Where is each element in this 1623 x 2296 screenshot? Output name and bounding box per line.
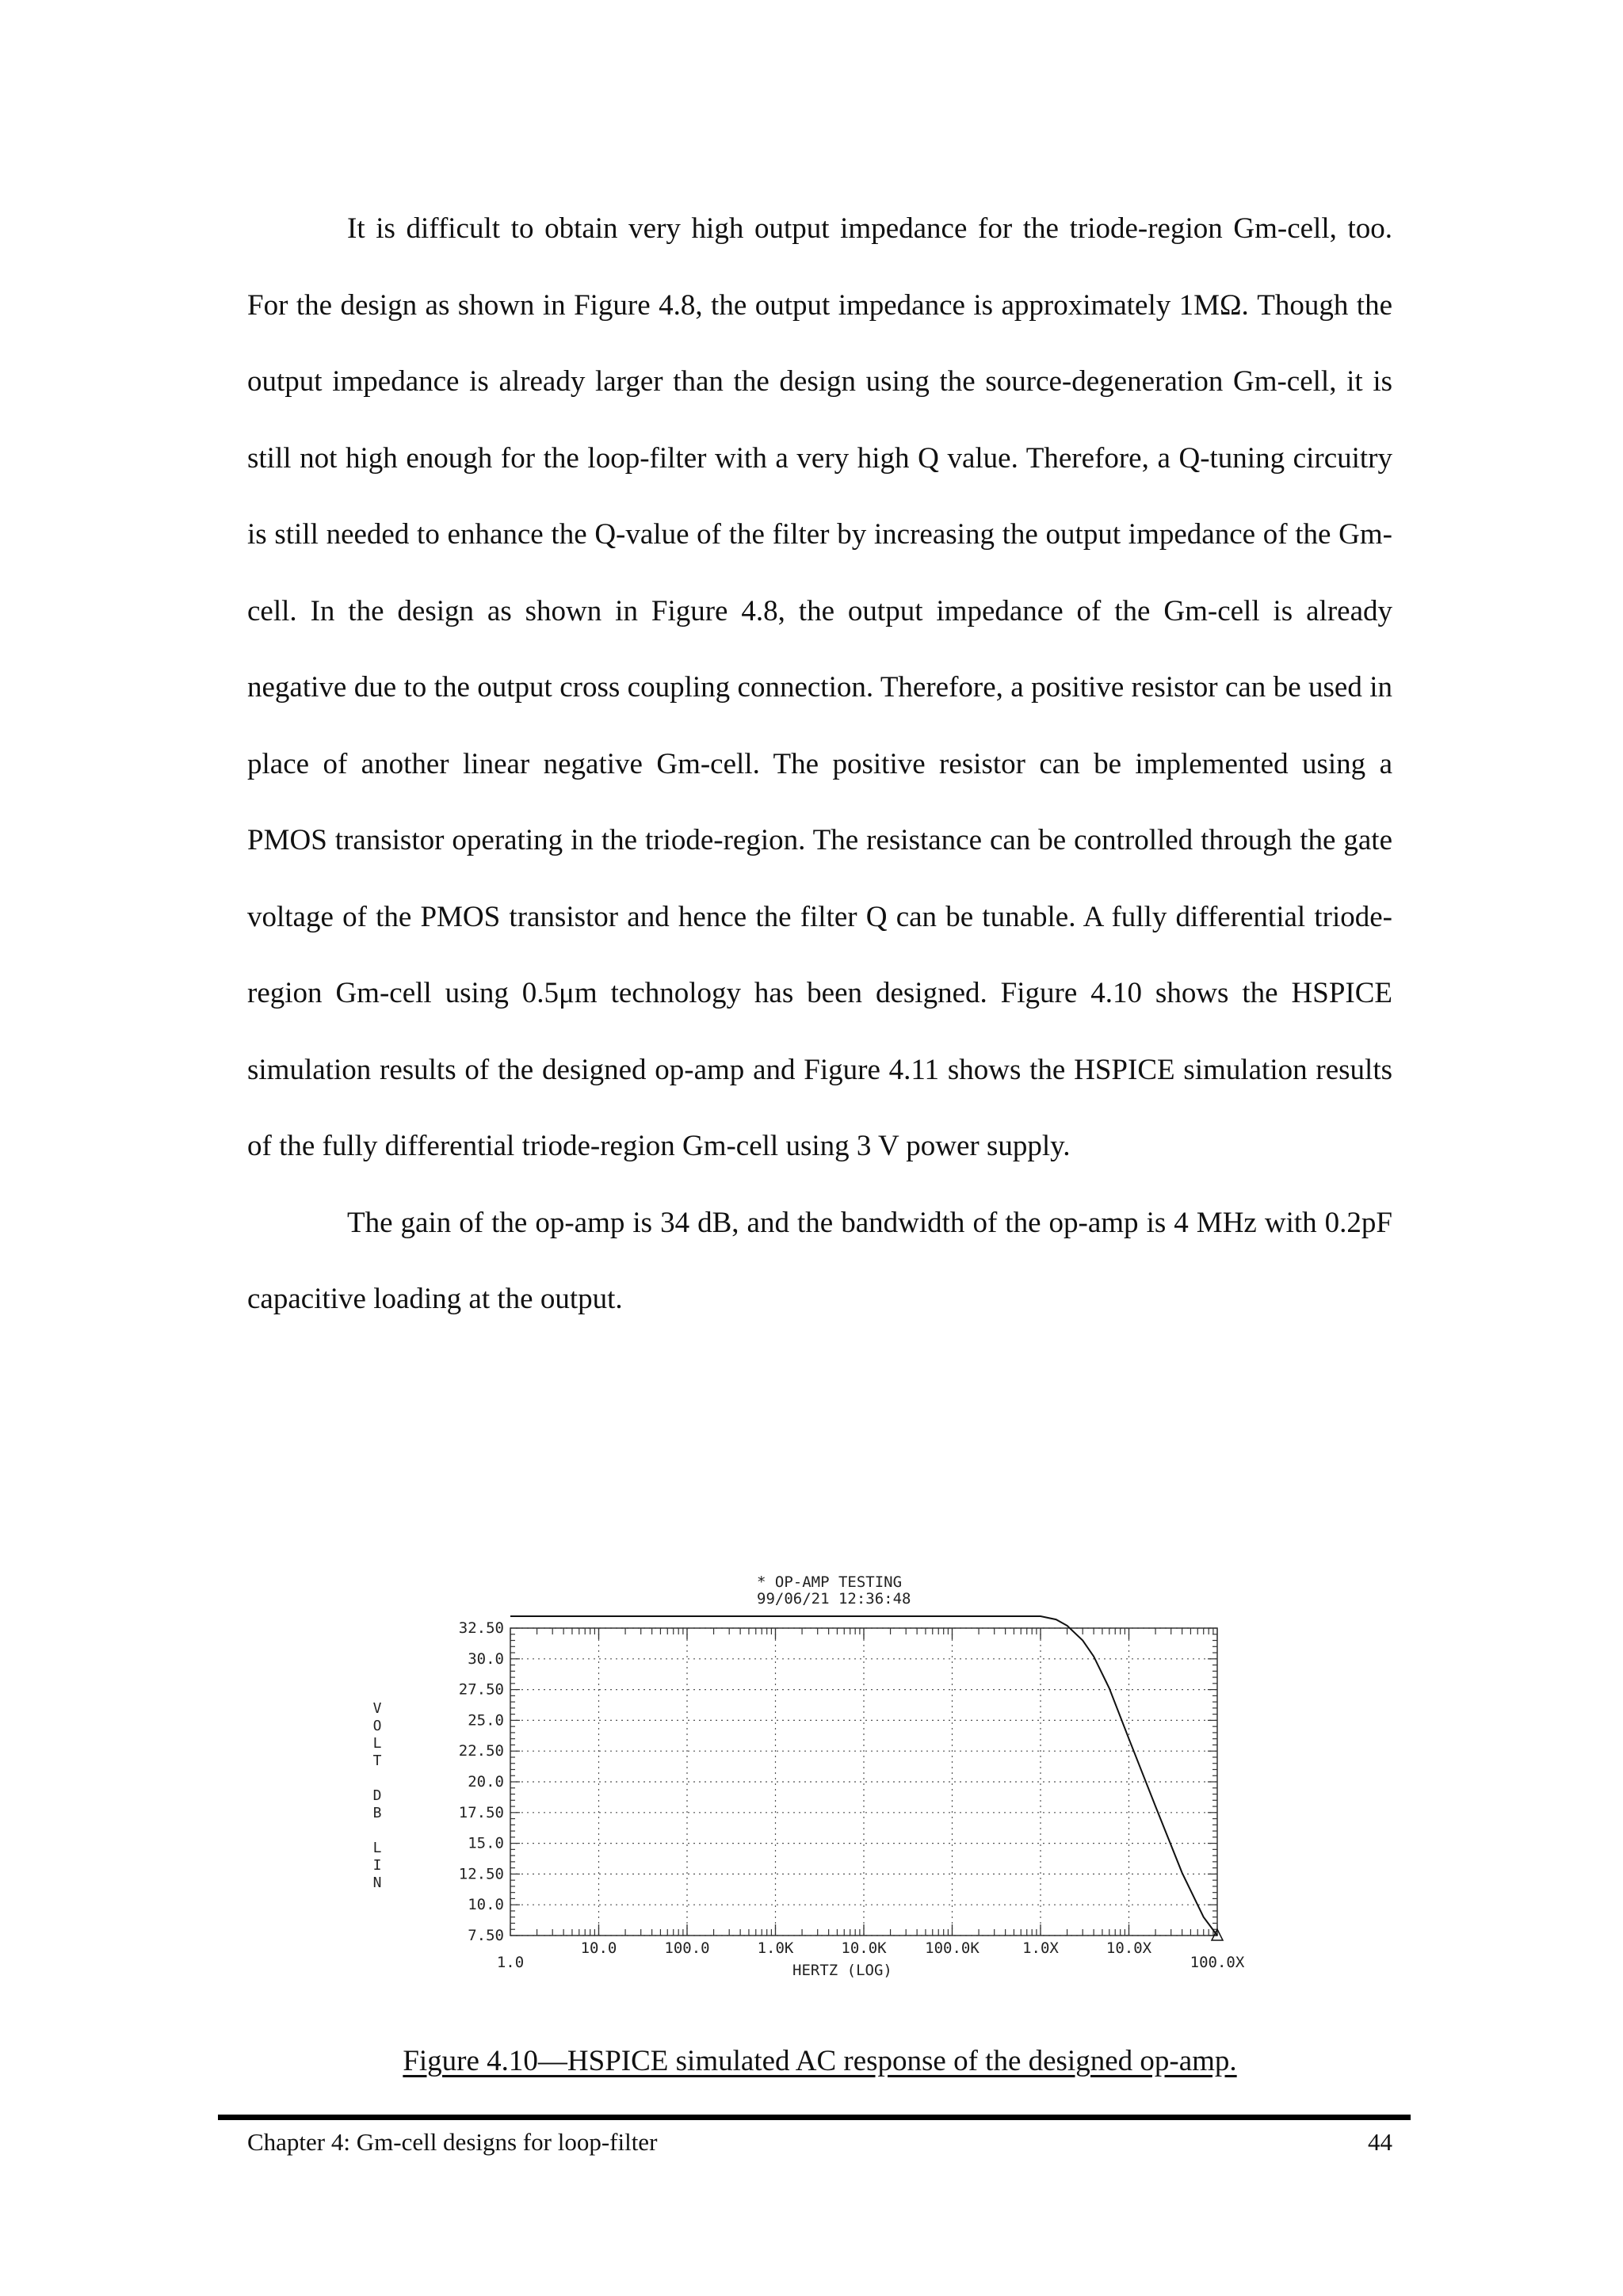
y-axis-label <box>373 1700 382 1891</box>
x-tick-label: 1.0K <box>757 1939 794 1957</box>
y-axis-label-letter: L <box>372 1840 382 1856</box>
y-tick-label: 17.50 <box>458 1803 504 1821</box>
x-tick-label: 100.0 <box>664 1939 710 1957</box>
chart-title: * OP-AMP TESTING <box>757 1573 903 1591</box>
figure-caption-text: Figure 4.10—HSPICE simulated AC response of the designed op-amp. <box>403 2045 1237 2077</box>
x-tick-label: 10.0K <box>841 1939 887 1957</box>
ac-response-chart <box>317 1549 1300 1993</box>
x-tick-label: 100.0K <box>925 1939 980 1957</box>
x-axis-label: HERTZ (LOG) <box>792 1962 892 1979</box>
y-tick-label: 15.0 <box>468 1834 504 1852</box>
y-axis-label-letter: B <box>372 1805 382 1821</box>
page-number: 44 <box>1368 2128 1392 2156</box>
x-tick-label: 1.0 <box>496 1954 525 1971</box>
x-tick-label: 10.0 <box>580 1939 617 1957</box>
y-axis-label-letter: L <box>372 1735 382 1752</box>
y-tick-label: 27.50 <box>458 1680 504 1699</box>
y-tick-label: 25.0 <box>468 1711 504 1730</box>
y-tick-label: 7.50 <box>468 1927 504 1944</box>
page-footer <box>247 2128 1392 2157</box>
figure-caption <box>247 2044 1392 2078</box>
body-text <box>247 191 1392 1338</box>
y-axis-label-letter: N <box>372 1875 382 1891</box>
y-tick-label: 30.0 <box>468 1650 504 1668</box>
y-tick-label: 10.0 <box>468 1896 504 1914</box>
series-line <box>510 1616 1217 1936</box>
y-axis-label-letter: T <box>372 1753 382 1769</box>
y-tick-label: 32.50 <box>458 1619 504 1637</box>
y-axis-label-letter: D <box>372 1787 382 1804</box>
y-tick-label: 20.0 <box>468 1773 504 1791</box>
x-tick-label: 10.0X <box>1106 1939 1152 1957</box>
y-tick-label: 12.50 <box>458 1865 504 1883</box>
paragraph: It is difficult to obtain very high output impedance for the triode-region Gm-cell, too. For the design as shown in Figure 4.8, the output impedance is approximately 1MΩ. Though the output impedance is already larger than the design using the source-degeneration Gm-cell, it is still not high enough for the loop-filter with a very high Q value. Therefore, a Q-tuning circuitry is still needed to enhance the Q-value of the filter by increasing the output impedance of the Gm-cell. In the design as shown in Figure 4.8, the output impedance of the Gm-cell is already negative due to the output cross coupling connection. Therefore, a positive resistor can be used in place of another linear negative Gm-cell. The positive resistor can be implemented using a PMOS transistor operating in the triode-region. The resistance can be controlled through the gate voltage of the PMOS transistor and hence the filter Q can be tunable. A fully differential triode-region Gm-cell using 0.5μm technology has been designed. Figure 4.10 shows the HSPICE simulation results of the designed op-amp and Figure 4.11 shows the HSPICE simulation results of the fully differential triode-region Gm-cell using 3 V power supply. <box>247 212 1392 1162</box>
chart-grid <box>510 1628 1217 1936</box>
y-axis-label-letter: O <box>372 1718 382 1734</box>
y-axis-label-letter: V <box>372 1700 382 1717</box>
y-axis-label-letter: I <box>372 1857 382 1874</box>
figure-4-10 <box>317 1549 1300 1993</box>
paragraph: The gain of the op-amp is 34 dB, and the bandwidth of the op-amp is 4 MHz with 0.2pF capacitive loading at the output. <box>247 1206 1392 1315</box>
footer-chapter: Chapter 4: Gm-cell designs for loop-filter <box>247 2128 658 2156</box>
footer-rule <box>218 2115 1411 2120</box>
chart-subtitle: 99/06/21 12:36:48 <box>757 1590 911 1608</box>
x-tick-label: 1.0X <box>1022 1939 1059 1957</box>
x-tick-label: 100.0X <box>1190 1954 1245 1971</box>
y-tick-labels <box>459 1619 504 1944</box>
y-tick-label: 22.50 <box>458 1742 504 1760</box>
